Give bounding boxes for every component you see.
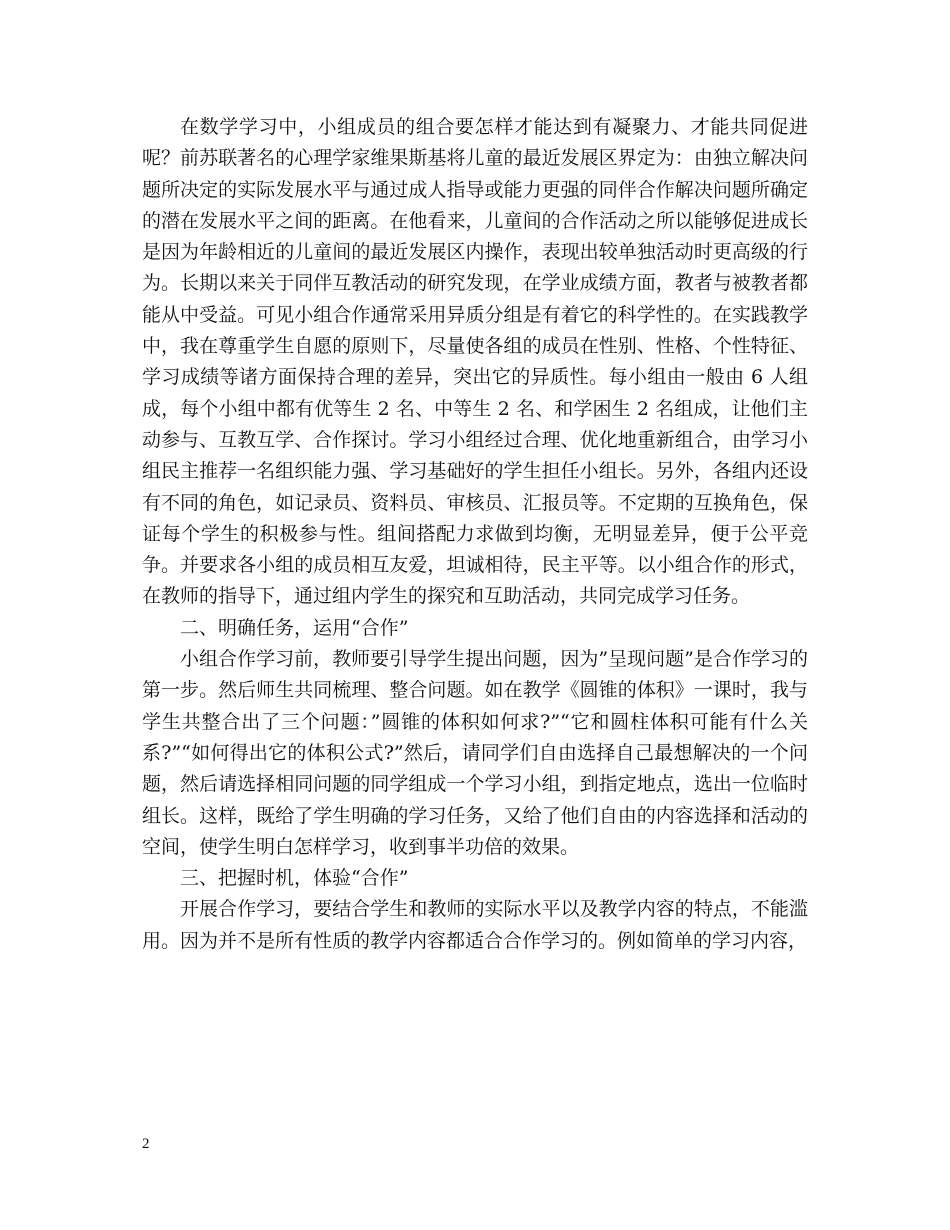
- paragraph-tasks: 小组合作学习前，教师要引导学生提出问题，因为”呈现问题”是合作学习的第一步。然后师生共同梳理、整合问题。如在教学《圆锥的体积》一课时，我与学生共整合出了三个问题：”圆锥的体积如何求?”“它和圆柱体积可能有什么关系?”“如何得出它的体积公式?”然后，请同学们自由选择自己最想解决的一个问题，然后请选择相同问题的同学组成一个学习小组，到指定地点，选出一位临时组长。这样，既给了学生明确的学习任务，又给了他们自由的内容选择和活动的空间，使学生明白怎样学习，收到事半功倍的效果。: [142, 648, 808, 858]
- paragraph-grouping: 在数学学习中，小组成员的组合要怎样才能达到有凝聚力、才能共同促进呢？前苏联著名的心理学家维果斯基将儿童的最近发展区界定为：由独立解决问题所决定的实际发展水平与通过成人指导或能力更强的同伴合作解决问题所确定的潜在发展水平之间的距离。在他看来，儿童间的合作活动之所以能够促进成长是因为年龄相近的儿童间的最近发展区内操作，表现出较单独活动时更高级的行为。长期以来关于同伴互教活动的研究发现，在学业成绩方面，教者与被教者都能从中受益。可见小组合作通常采用异质分组是有着它的科学性的。在实践教学中，我在尊重学生自愿的原则下，尽量使各组的成员在性别、性格、个性特征、学习成绩等诸方面保持合理的差异，突出它的异质性。每小组由一般由 6 人组成，每个小组中都有优等生 2 名、中等生 2 名、和学困生 2 名组成，让他们主动参与、互教互学、合作探讨。学习小组经过合理、优化地重新组合，由学习小组民主推荐一名组织能力强、学习基础好的学生担任小组长。另外，各组内还设有不同的角色，如记录员、资料员、审核员、汇报员等。不定期的互换角色，保证每个学生的积极参与性。组间搭配力求做到均衡，无明显差异，便于公平竞争。并要求各小组的成员相互友爱，坦诚相待，民主平等。以小组合作的形式，在教师的指导下，通过组内学生的探究和互助活动，共同完成学习任务。: [142, 116, 808, 608]
- document-body: [142, 112, 808, 957]
- section-heading-2: 二、明确任务，运用“合作”: [180, 616, 409, 639]
- page-number: 2: [142, 1136, 150, 1152]
- paragraph-timing: 开展合作学习，要结合学生和教师的实际水平以及教学内容的特点，不能滥用。因为并不是所有性质的教学内容都适合合作学习的。例如简单的学习内容，: [142, 898, 808, 952]
- section-heading-3: 三、把握时机，体验“合作”: [180, 867, 409, 890]
